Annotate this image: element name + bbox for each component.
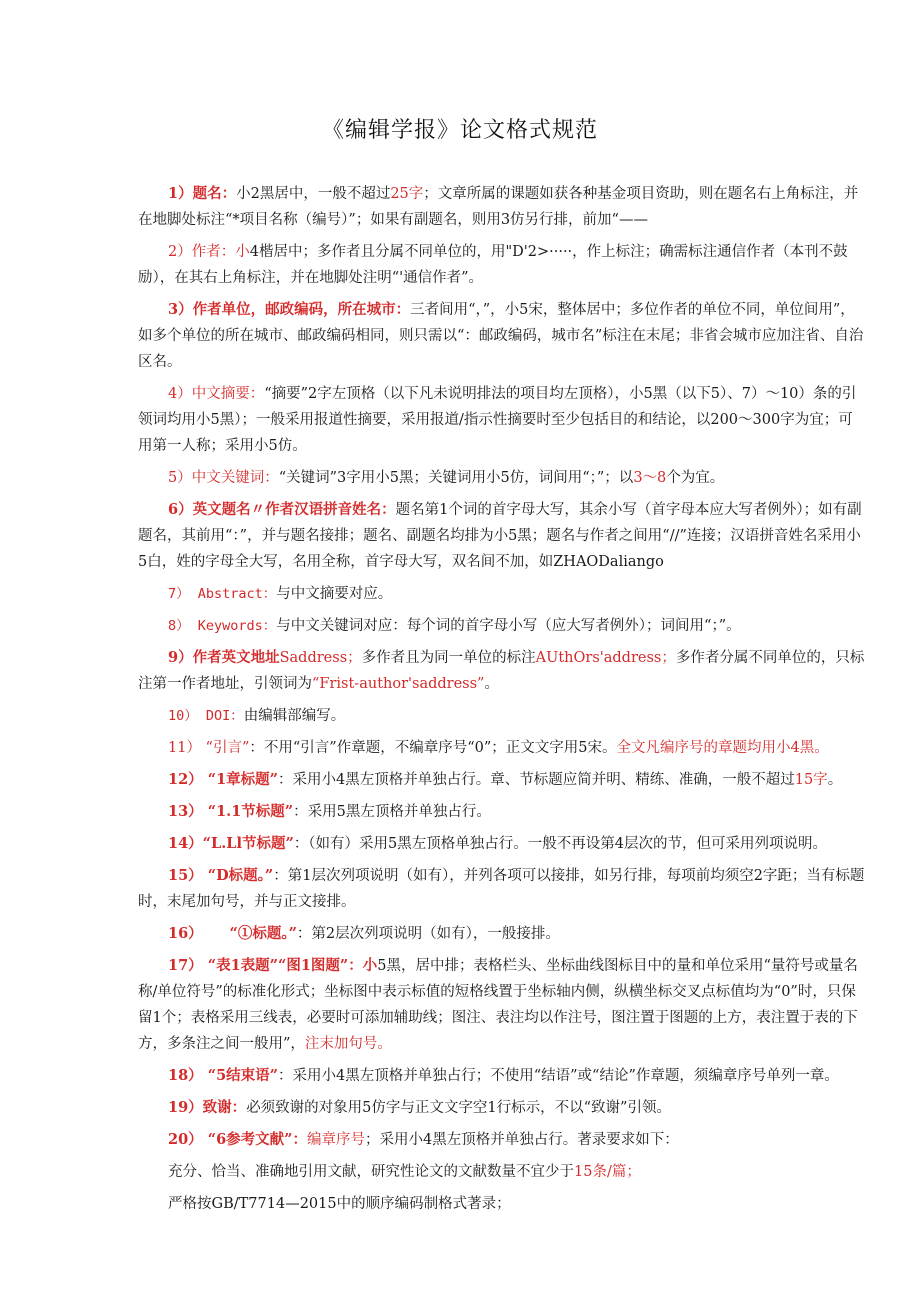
- text-segment: 15条/篇；: [574, 1164, 641, 1180]
- paragraph-17: [138, 953, 866, 1057]
- paragraph-13: [138, 799, 866, 825]
- text-segment: ：采用小4黑左顶格并单独占行；不使用“结语”或“结论”作章题，须编章序号单列一章。: [278, 1068, 839, 1084]
- text-segment: 17） “表1表题”“图1图题”：小: [168, 957, 378, 974]
- text-segment: 18） “5结束语”: [168, 1067, 278, 1084]
- text-segment: 3～8: [633, 470, 667, 486]
- text-segment: 12） “1章标题”: [168, 771, 278, 788]
- text-segment: 6）英文题名〃作者汉语拼音姓名：: [168, 501, 396, 518]
- text-segment: “Frist-author'saddress”: [312, 676, 485, 692]
- text-segment: ：采用5黑左顶格并单独占行。: [293, 804, 491, 820]
- text-segment: 小2黑居中，一般不超过: [236, 186, 391, 202]
- text-segment: 25字: [390, 186, 424, 202]
- text-segment: 由编辑部编写。: [243, 708, 346, 724]
- text-segment: 19）致谢：: [168, 1099, 247, 1116]
- text-segment: AUthOrs'address；: [535, 650, 676, 666]
- text-segment: 15） “D标题。”: [168, 867, 274, 884]
- paragraph-5: [138, 465, 866, 491]
- text-segment: 8） Keywords：: [168, 618, 277, 634]
- paragraph-21: [138, 1159, 866, 1185]
- document-body: [138, 181, 866, 1223]
- paragraph-19: [138, 1095, 866, 1121]
- paragraph-6: [138, 497, 866, 575]
- text-segment: 全文凡编序号的章题均用小4黑。: [616, 740, 829, 756]
- text-segment: ：（如有）采用5黑左顶格单独占行。一般不再设第4层次的节，但可采用列项说明。: [293, 836, 828, 852]
- text-segment: 13） “1.1节标题”: [168, 803, 294, 820]
- text-segment: 严格按GB/T7714—2015中的顺序编码制格式著录；: [168, 1196, 511, 1212]
- text-segment: 与中文关键词对应：每个词的首字母小写（应大写者例外）；词间用“；”。: [276, 618, 741, 634]
- paragraph-11: [138, 735, 866, 761]
- text-segment: 4楷居中；多作者且分属不同单位的，用"D'2>·····，作上标注；确需标注通信作者（本刊不鼓励），在其右上角标注，并在地脚处注明“'通信作者”。: [138, 244, 848, 286]
- text-segment: 。: [827, 772, 843, 788]
- paragraph-15: [138, 863, 866, 915]
- text-segment: 1）题名：: [168, 185, 237, 202]
- paragraph-16: [138, 921, 866, 947]
- page-title: 《编辑学报》论文格式规范: [321, 118, 598, 143]
- text-segment: 10） DOI：: [168, 708, 244, 724]
- text-segment: ；采用小4黑左顶格并单独占行。著录要求如下：: [365, 1132, 679, 1148]
- text-segment: ：不用“引言”作章题，不编章序号“0”；正文文字用5宋。: [249, 740, 617, 756]
- text-segment: 16） “①标题。”: [168, 925, 297, 942]
- text-segment: 与中文摘要对应。: [276, 586, 393, 602]
- paragraph-10: [138, 703, 866, 729]
- paragraph-18: [138, 1063, 866, 1089]
- text-segment: ：采用小4黑左顶格并单独占行。章、节标题应简并明、精练、准确，一般不超过: [278, 772, 795, 788]
- text-segment: 多作者且为同一单位的标注: [361, 650, 536, 666]
- paragraph-7: [138, 581, 866, 607]
- text-segment: 3）作者单位，邮政编码，所在城市：: [168, 301, 411, 318]
- paragraph-22: [138, 1191, 866, 1217]
- text-segment: 充分、恰当、准确地引用文献，研究性论文的文献数量不宜少于: [168, 1164, 574, 1180]
- text-segment: ：第2层次列项说明（如有），一般接排。: [296, 926, 560, 942]
- text-segment: 。: [484, 676, 499, 692]
- text-segment: “关键词”3字用小5黑；关键词用小5仿，词间用“；”；以: [278, 470, 634, 486]
- text-segment: 注末加句号。: [304, 1036, 392, 1052]
- paragraph-8: [138, 613, 866, 639]
- text-segment: 9）作者英文地址: [168, 649, 280, 666]
- text-segment: 5黑，居中排；表格栏头、坐标曲线图标目中的量和单位采用“量符号或量名称/单位符号”的标准化形式；坐标图中表示标值的短格线置于坐标轴内侧，纵横坐标交叉点标值均为“0”时，只保留1个；表格采用三线表，必要时可添加辅助线；图注、表注均以作注号，图注置于图题的上方，表注置于表的下方，多条注之间一般用”，: [138, 958, 858, 1052]
- text-segment: 15字: [794, 772, 828, 788]
- text-segment: “摘要”2字左顶格（以下凡未说明排法的项目均左顶格），小5黑（以下5）、7）～10）条的引领词均用小5黑）；一般采用报道性摘要，采用报道/指示性摘要时至少包括目的和结论，以200～300字为宜；可用第一人称；采用小5仿。: [138, 386, 857, 454]
- text-segment: 多作者分属不同单位的，只标注第一作者地址，引领词为: [138, 650, 865, 692]
- paragraph-12: [138, 767, 866, 793]
- text-segment: 编章序号: [307, 1132, 365, 1148]
- text-segment: 5）中文关键词：: [168, 470, 279, 486]
- text-segment: 11） “引言”: [168, 740, 250, 756]
- paragraph-14: [138, 831, 866, 857]
- text-segment: Saddress；: [279, 650, 362, 666]
- text-segment: 个为宜。: [666, 470, 725, 486]
- text-segment: 2）作者：小: [168, 244, 250, 260]
- paragraph-3: [138, 297, 866, 375]
- text-segment: 14）“L.Ll节标题”: [168, 835, 294, 852]
- paragraph-2: [138, 239, 866, 291]
- text-segment: 4）中文摘要：: [168, 386, 265, 402]
- text-segment: 7） Abstract：: [168, 586, 277, 602]
- text-segment: ：第1层次列项说明（如有），并列各项可以接排，如另行排，每项前均须空2字距；当有标题时，末尾加句号，并与正文接排。: [138, 868, 865, 910]
- text-segment: 20） “6参考文献”：: [168, 1131, 307, 1148]
- paragraph-9: [138, 645, 866, 697]
- text-segment: ；文章所属的课题如获各种基金项目资助，则在题名右上角标注，并在地脚处标注“*项目名称（编号）”；如果有副题名，则用3仿另行排，前加“——: [138, 186, 859, 228]
- text-segment: 题名第1个词的首字母大写，其余小写（首字母本应大写者例外）；如有副题名，其前用“：”，并与题名接排；题名、副题名均排为小5黑；题名与作者之间用“//”连接；汉语拼音姓名采用小5白，姓的字母全大写，名用全称，首字母大写，双名间不加，如ZHAODaliango: [138, 502, 862, 570]
- text-segment: 必须致谢的对象用5仿字与正文文字空1行标示，不以“致谢”引领。: [246, 1100, 671, 1116]
- text-segment: 三者间用“，”，小5宋，整体居中；多位作者的单位不同，单位间用”，如多个单位的所在城市、邮政编码相同，则只需以“：邮政编码，城市名”标注在末尾；非省会城市应加注省、自治区名。: [138, 302, 864, 370]
- paragraph-1: [138, 181, 866, 233]
- paragraph-4: [138, 381, 866, 459]
- paragraph-20: [138, 1127, 866, 1153]
